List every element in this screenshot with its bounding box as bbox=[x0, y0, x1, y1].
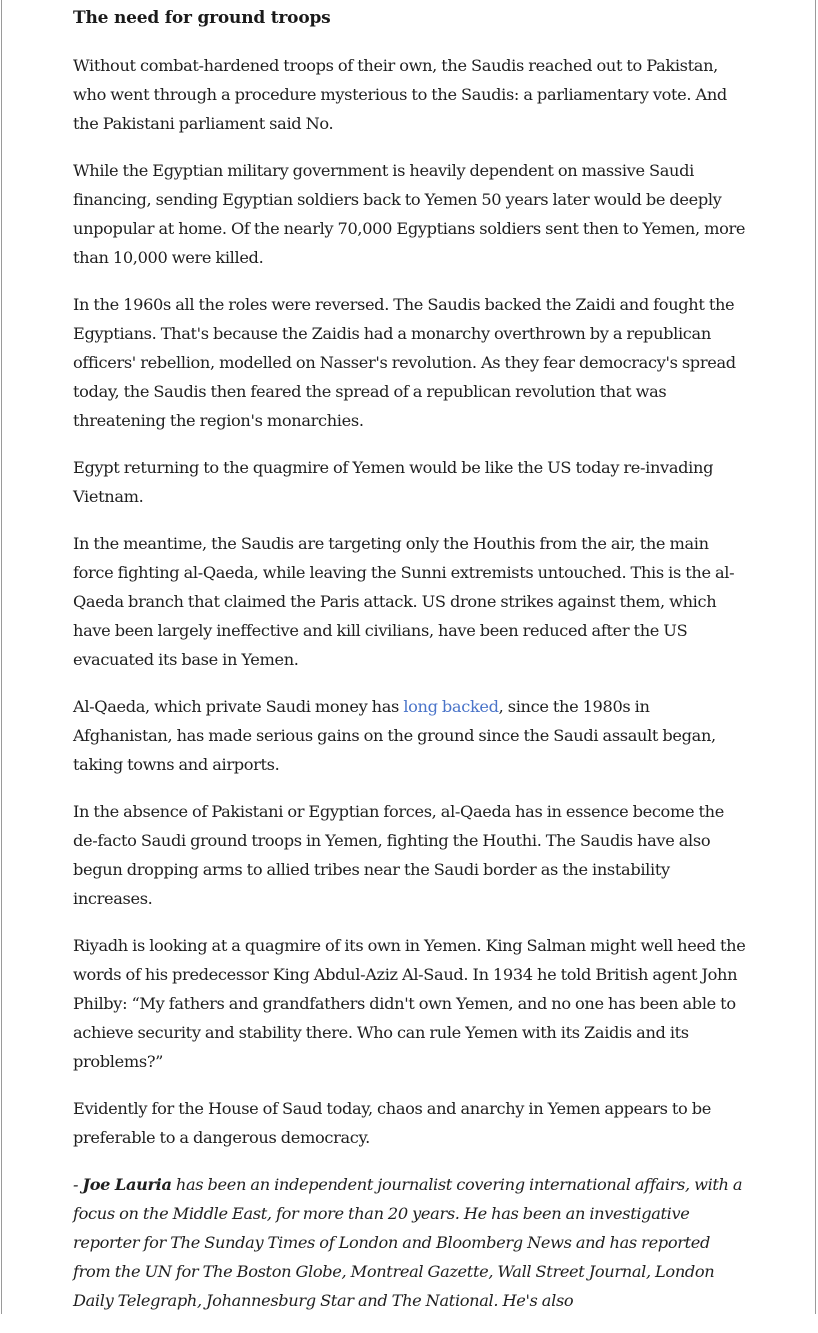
paragraph-al-qaeda-text-1: Al-Qaeda, which private Saudi money has bbox=[73, 697, 404, 716]
paragraph-houthis: In the meantime, the Saudis are targeting only the Houthis from the air, the main force fighting al-Qaeda, while leaving the Sunni extremists untouched. This is the al-Qaeda branch that claimed the Paris attack. US drone strikes against them, which have been largely ineffective and kill civilians, have been reduced after the US evacuated its base in Yemen. bbox=[73, 534, 735, 669]
paragraph-vietnam: Egypt returning to the quagmire of Yemen would be like the US today re-invading Vietnam. bbox=[73, 458, 714, 506]
section-heading: The need for ground troops bbox=[73, 8, 331, 28]
page-frame bbox=[1, 0, 816, 1314]
paragraph-al-qaeda-text-2: , since the 1980s in Afghanistan, has made serious gains on the ground since the Saudi assault began, taking towns and airports. bbox=[73, 697, 716, 774]
author-bio bbox=[73, 1170, 749, 1315]
bio-prefix: - bbox=[73, 1175, 83, 1194]
paragraph-al-qaeda bbox=[73, 692, 749, 779]
paragraph-riyadh: Riyadh is looking at a quagmire of its own in Yemen. King Salman might well heed the words of his predecessor King Abdul-Aziz Al-Saud. In 1934 he told British agent John Philby: “My fathers and grandfathers didn't own Yemen, and no one has been able to achieve security and stability there. Who can rule Yemen with its Zaidis and its problems?” bbox=[73, 936, 746, 1071]
paragraph-pakistan: Without combat-hardened troops of their own, the Saudis reached out to Pakistan, who went through a procedure mysterious to the Saudis: a parliamentary vote. And the Pakistani parliament said No. bbox=[73, 56, 727, 133]
paragraph-house-of-saud: Evidently for the House of Saud today, chaos and anarchy in Yemen appears to be preferable to a dangerous democracy. bbox=[73, 1099, 711, 1147]
paragraph-1960s: In the 1960s all the roles were reversed. The Saudis backed the Zaidi and fought the Egyptians. That's because the Zaidis had a monarchy overthrown by a republican officers' rebellion, modelled on Nasser's revolution. As they fear democracy's spread today, the Saudis then feared the spread of a republican revolution that was threatening the region's monarchies. bbox=[73, 295, 736, 430]
paragraph-egypt-financing: While the Egyptian military government is heavily dependent on massive Saudi financing, sending Egyptian soldiers back to Yemen 50 years later would be deeply unpopular at home. Of the nearly 70,000 Egyptians soldiers sent then to Yemen, more than 10,000 were killed. bbox=[73, 161, 746, 267]
paragraph-ground-troops: In the absence of Pakistani or Egyptian forces, al-Qaeda has in essence become the de-facto Saudi ground troops in Yemen, fighting the Houthi. The Saudis have also begun dropping arms to allied tribes near the Saudi border as the instability increases. bbox=[73, 802, 724, 908]
article-body bbox=[73, 4, 749, 1333]
author-name: Joe Lauria bbox=[82, 1175, 172, 1194]
long-backed-link[interactable]: long backed bbox=[403, 697, 499, 716]
bio-text: has been an independent journalist covering international affairs, with a focus on the Middle East, for more than 20 years. He has been an investigative reporter for The Sunday Times of London and Bloomberg News and has reported from the UN for The Boston Globe, Montreal Gazette, Wall Street Journal, London Daily Telegraph, Johannesburg Star and The National. He's also bbox=[73, 1175, 743, 1310]
